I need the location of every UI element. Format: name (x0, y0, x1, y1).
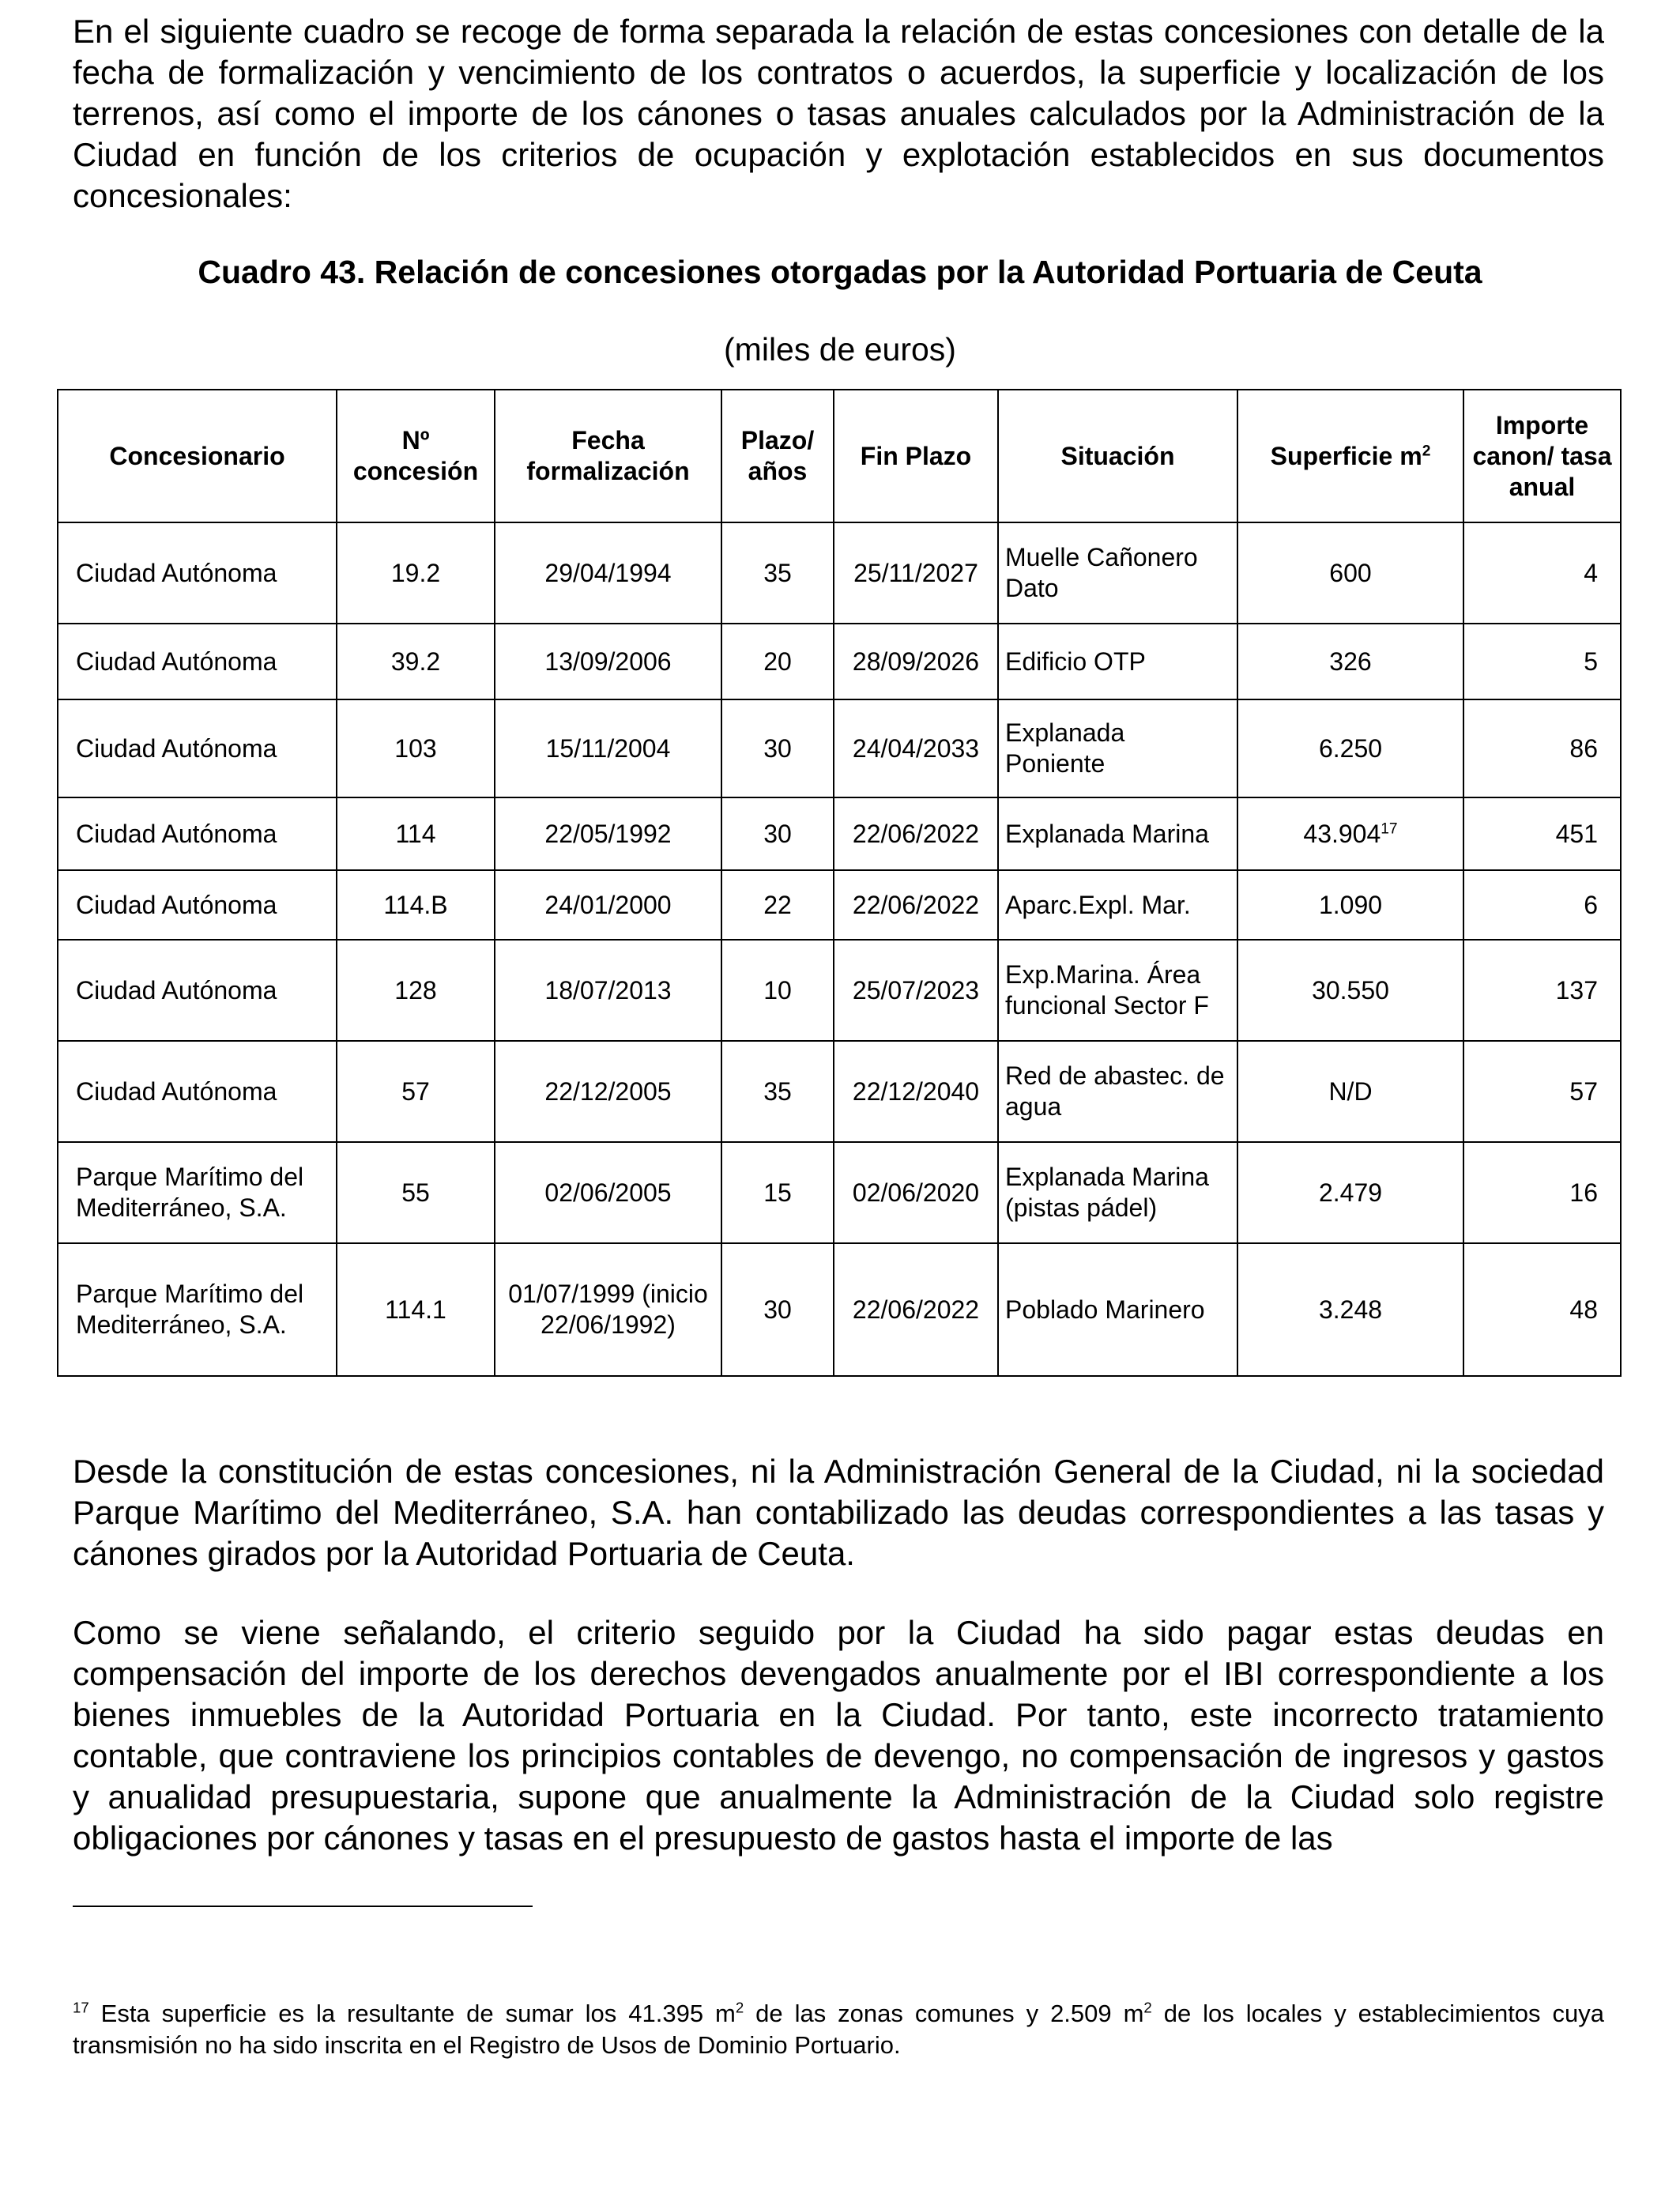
footnote-text-a: Esta superficie es la resultante de sumar los 41.395 m (89, 2000, 736, 2027)
cell-superficie (1237, 1142, 1463, 1243)
superficie-value: 1.090 (1318, 890, 1383, 919)
cell-plazo: 35 (721, 1041, 834, 1142)
intro-paragraph: En el siguiente cuadro se recoge de forma separada la relación de estas concesiones con detalle de la fecha de formalización y vencimiento de los contratos o acuerdos, la superficie y localización de los terrenos, así como el importe de los cánones o tasas anuales calculados por la Administración de la Ciudad en función de los criterios de ocupación y explotación establecidos en sus documentos concesionales: (73, 13, 1604, 214)
cell-situacion: Edificio OTP (998, 624, 1237, 699)
cell-fin-plazo: 22/12/2040 (834, 1041, 998, 1142)
cell-fecha: 01/07/1999 (inicio 22/06/1992) (495, 1243, 721, 1376)
cell-fecha: 15/11/2004 (495, 699, 721, 797)
cell-plazo: 30 (721, 699, 834, 797)
cell-concesionario: Ciudad Autónoma (58, 870, 337, 940)
cell-fecha: 02/06/2005 (495, 1142, 721, 1243)
cell-num-concesion: 19.2 (337, 522, 495, 624)
cell-concesionario: Parque Marítimo del Mediterráneo, S.A. (58, 1243, 337, 1376)
footnote (73, 1998, 1604, 2061)
cell-superficie (1237, 1243, 1463, 1376)
cell-concesionario: Ciudad Autónoma (58, 699, 337, 797)
cell-importe: 5 (1463, 624, 1621, 699)
cell-concesionario: Ciudad Autónoma (58, 624, 337, 699)
paragraph-2: Desde la constitución de estas concesiones, ni la Administración General de la Ciudad, ni la sociedad Parque Marítimo del Mediterráneo, S.A. han contabilizado las deudas correspondientes a las tasas y cánones girados por la Autoridad Portuaria de Ceuta. (73, 1453, 1604, 1572)
cell-situacion: Red de abastec. de agua (998, 1041, 1237, 1142)
cell-fin-plazo: 24/04/2033 (834, 699, 998, 797)
cell-plazo: 10 (721, 940, 834, 1041)
cell-importe: 16 (1463, 1142, 1621, 1243)
table-row (58, 1243, 1621, 1376)
superficie-value: 600 (1329, 558, 1372, 587)
table-row (58, 1142, 1621, 1243)
header-fecha: Fecha formalización (495, 390, 721, 522)
cell-situacion: Explanada Poniente (998, 699, 1237, 797)
table-row (58, 1041, 1621, 1142)
header-plazo: Plazo/ años (721, 390, 834, 522)
cell-fin-plazo: 25/11/2027 (834, 522, 998, 624)
footnote-sup-a: 2 (735, 1999, 744, 2016)
cell-plazo: 30 (721, 797, 834, 870)
superficie-value: 43.904 (1303, 819, 1381, 848)
table-row (58, 624, 1621, 699)
header-superficie-label: Superficie m (1270, 441, 1422, 470)
superficie-value: N/D (1328, 1076, 1373, 1106)
cell-plazo: 20 (721, 624, 834, 699)
cell-num-concesion: 114.B (337, 870, 495, 940)
footnote-ref: 17 (1381, 820, 1398, 837)
footnote-text-b: de las zonas comunes y 2.509 m (744, 2000, 1144, 2027)
cell-num-concesion: 114 (337, 797, 495, 870)
superficie-value: 3.248 (1318, 1295, 1383, 1324)
cell-fin-plazo: 22/06/2022 (834, 1243, 998, 1376)
cell-superficie (1237, 522, 1463, 624)
cell-situacion: Poblado Marinero (998, 1243, 1237, 1376)
cell-num-concesion: 103 (337, 699, 495, 797)
table-body (58, 522, 1621, 1376)
table-header-row (58, 390, 1621, 522)
cell-plazo: 30 (721, 1243, 834, 1376)
cell-fecha: 22/05/1992 (495, 797, 721, 870)
cell-num-concesion: 39.2 (337, 624, 495, 699)
cell-superficie (1237, 699, 1463, 797)
cell-fecha: 22/12/2005 (495, 1041, 721, 1142)
cell-fin-plazo: 22/06/2022 (834, 797, 998, 870)
cell-importe: 4 (1463, 522, 1621, 624)
cell-situacion: Muelle Cañonero Dato (998, 522, 1237, 624)
header-num-concesion: Nº concesión (337, 390, 495, 522)
header-importe: Importe canon/ tasa anual (1463, 390, 1621, 522)
table-row (58, 940, 1621, 1041)
superficie-value: 2.479 (1318, 1178, 1383, 1207)
footnote-sup-b: 2 (1143, 1999, 1152, 2016)
table-subtitle: (miles de euros) (724, 331, 956, 368)
paragraph-3: Como se viene señalando, el criterio seguido por la Ciudad ha sido pagar estas deudas en compensación del importe de los derechos devengados anualmente por el IBI correspondiente a los bienes inmuebles de la Autoridad Portuaria en la Ciudad. Por tanto, este incorrecto tratamiento contable, que contraviene los principios contables de devengo, no compensación de ingresos y gastos y anualidad presupuestaria, supone que anualmente la Administración de la Ciudad solo registre obligaciones por cánones y tasas en el presupuesto de gastos hasta el importe de las (73, 1614, 1604, 1857)
cell-superficie (1237, 797, 1463, 870)
superficie-value: 326 (1329, 647, 1372, 676)
header-concesionario: Concesionario (58, 390, 337, 522)
cell-num-concesion: 55 (337, 1142, 495, 1243)
superficie-value: 30.550 (1312, 975, 1389, 1005)
cell-situacion: Exp.Marina. Área funcional Sector F (998, 940, 1237, 1041)
cell-superficie (1237, 1041, 1463, 1142)
cell-num-concesion: 57 (337, 1041, 495, 1142)
cell-importe: 57 (1463, 1041, 1621, 1142)
cell-situacion: Explanada Marina (998, 797, 1237, 870)
cell-num-concesion: 128 (337, 940, 495, 1041)
cell-fecha: 13/09/2006 (495, 624, 721, 699)
cell-fecha: 18/07/2013 (495, 940, 721, 1041)
header-superficie-exponent: 2 (1422, 442, 1431, 459)
header-situacion: Situación (998, 390, 1237, 522)
cell-superficie (1237, 940, 1463, 1041)
table-row (58, 522, 1621, 624)
cell-importe: 86 (1463, 699, 1621, 797)
header-superficie (1237, 390, 1463, 522)
cell-fin-plazo: 25/07/2023 (834, 940, 998, 1041)
footnote-text-c: de los locales y establecimientos cuya transmisión no ha sido inscrita en el Registro de Usos de Dominio Portuario. (73, 2000, 1604, 2059)
table-row (58, 797, 1621, 870)
cell-importe: 48 (1463, 1243, 1621, 1376)
table-row (58, 870, 1621, 940)
cell-fin-plazo: 02/06/2020 (834, 1142, 998, 1243)
cell-concesionario: Ciudad Autónoma (58, 1041, 337, 1142)
cell-situacion: Aparc.Expl. Mar. (998, 870, 1237, 940)
cell-superficie (1237, 870, 1463, 940)
cell-importe: 137 (1463, 940, 1621, 1041)
table-row (58, 699, 1621, 797)
cell-concesionario: Ciudad Autónoma (58, 797, 337, 870)
cell-plazo: 15 (721, 1142, 834, 1243)
footnote-separator (73, 1906, 533, 1907)
cell-importe: 451 (1463, 797, 1621, 870)
cell-concesionario: Parque Marítimo del Mediterráneo, S.A. (58, 1142, 337, 1243)
cell-concesionario: Ciudad Autónoma (58, 940, 337, 1041)
cell-fin-plazo: 28/09/2026 (834, 624, 998, 699)
footnote-number: 17 (73, 1999, 89, 2016)
header-fin-plazo: Fin Plazo (834, 390, 998, 522)
concessions-table (57, 389, 1622, 1377)
cell-num-concesion: 114.1 (337, 1243, 495, 1376)
table-title: Cuadro 43. Relación de concesiones otorgadas por la Autoridad Portuaria de Ceuta (198, 254, 1482, 290)
cell-fecha: 29/04/1994 (495, 522, 721, 624)
cell-situacion: Explanada Marina (pistas pádel) (998, 1142, 1237, 1243)
cell-importe: 6 (1463, 870, 1621, 940)
cell-superficie (1237, 624, 1463, 699)
superficie-value: 6.250 (1318, 733, 1383, 763)
cell-fecha: 24/01/2000 (495, 870, 721, 940)
cell-plazo: 22 (721, 870, 834, 940)
cell-fin-plazo: 22/06/2022 (834, 870, 998, 940)
cell-plazo: 35 (721, 522, 834, 624)
cell-concesionario: Ciudad Autónoma (58, 522, 337, 624)
